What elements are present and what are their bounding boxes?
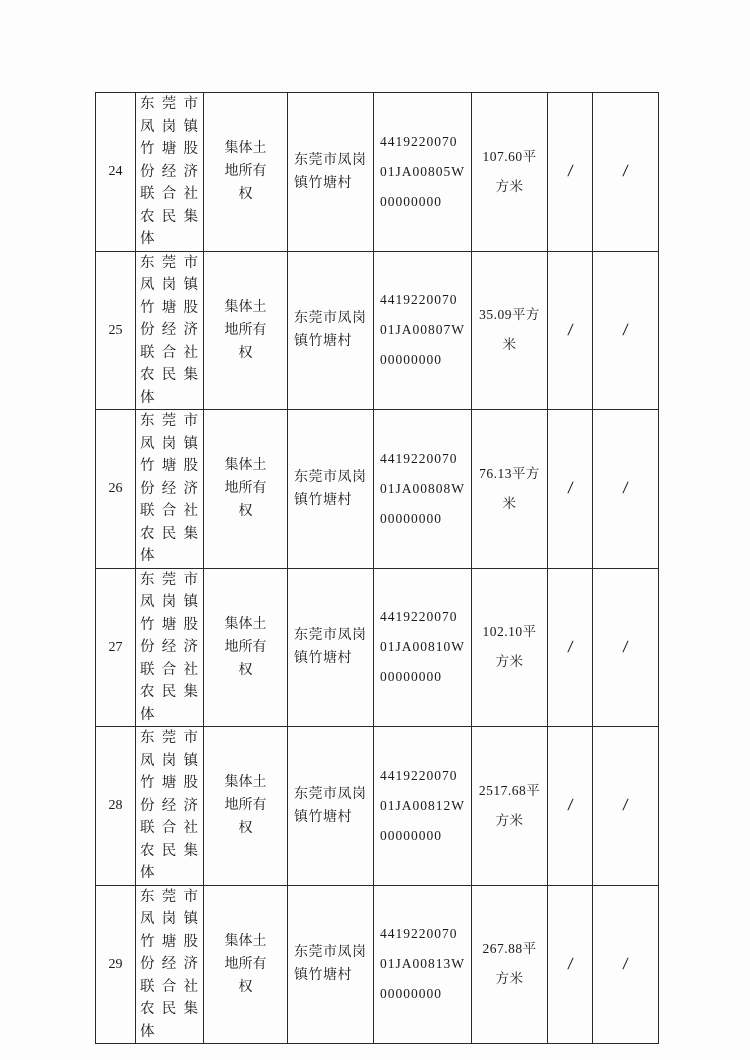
table-row bbox=[96, 410, 659, 569]
location: 东莞市凤岗镇竹塘村 bbox=[294, 944, 367, 984]
right-type: 集体土地所有权 bbox=[224, 457, 267, 520]
right-type: 集体土地所有权 bbox=[224, 932, 267, 995]
table-row bbox=[96, 568, 659, 727]
unit-code: 441922007001JA00805W00000000 bbox=[380, 133, 465, 209]
row-number: 28 bbox=[96, 727, 136, 886]
unit-code: 441922007001JA00807W00000000 bbox=[380, 292, 465, 368]
empty-slash: / bbox=[622, 638, 630, 655]
table-row bbox=[96, 251, 659, 410]
owner-name: 东莞市凤岗镇竹塘股份经济联合社农民集体 bbox=[140, 254, 199, 406]
area: 35.09平方米 bbox=[479, 307, 540, 353]
location: 东莞市凤岗镇竹塘村 bbox=[294, 310, 367, 350]
empty-slash: / bbox=[622, 321, 630, 338]
row-number: 29 bbox=[96, 885, 136, 1044]
row-number: 27 bbox=[96, 568, 136, 727]
area: 107.60平方米 bbox=[482, 148, 537, 194]
land-registry-table bbox=[95, 92, 659, 1044]
row-number: 26 bbox=[96, 410, 136, 569]
table-row bbox=[96, 727, 659, 886]
owner-name: 东莞市凤岗镇竹塘股份经济联合社农民集体 bbox=[140, 413, 199, 564]
empty-slash: / bbox=[622, 480, 630, 497]
empty-slash: / bbox=[566, 321, 574, 338]
empty-slash: / bbox=[566, 955, 574, 972]
right-type: 集体土地所有权 bbox=[224, 774, 267, 837]
empty-slash: / bbox=[622, 163, 630, 180]
table-body bbox=[96, 93, 659, 1044]
owner-name: 东莞市凤岗镇竹塘股份经济联合社农民集体 bbox=[140, 96, 199, 247]
table-row bbox=[96, 885, 659, 1044]
location: 东莞市凤岗镇竹塘村 bbox=[294, 627, 367, 667]
empty-slash: / bbox=[622, 955, 630, 972]
empty-slash: / bbox=[622, 797, 630, 814]
empty-slash: / bbox=[566, 638, 574, 655]
area: 76.13平方米 bbox=[479, 465, 540, 511]
area: 267.88平方米 bbox=[482, 941, 537, 987]
row-number: 25 bbox=[96, 251, 136, 410]
right-type: 集体土地所有权 bbox=[224, 615, 267, 678]
unit-code: 441922007001JA00812W00000000 bbox=[380, 767, 465, 843]
owner-name: 东莞市凤岗镇竹塘股份经济联合社农民集体 bbox=[140, 571, 199, 723]
empty-slash: / bbox=[566, 480, 574, 497]
right-type: 集体土地所有权 bbox=[224, 140, 267, 203]
location: 东莞市凤岗镇竹塘村 bbox=[294, 468, 367, 508]
owner-name: 东莞市凤岗镇竹塘股份经济联合社农民集体 bbox=[140, 730, 199, 881]
right-type: 集体土地所有权 bbox=[224, 298, 267, 361]
empty-slash: / bbox=[566, 163, 574, 180]
area: 2517.68平方米 bbox=[478, 782, 541, 828]
location: 东莞市凤岗镇竹塘村 bbox=[294, 151, 367, 191]
row-number: 24 bbox=[96, 93, 136, 252]
empty-slash: / bbox=[566, 797, 574, 814]
owner-name: 东莞市凤岗镇竹塘股份经济联合社农民集体 bbox=[140, 888, 199, 1040]
location: 东莞市凤岗镇竹塘村 bbox=[294, 785, 367, 825]
unit-code: 441922007001JA00810W00000000 bbox=[380, 609, 465, 685]
table-row bbox=[96, 93, 659, 252]
unit-code: 441922007001JA00813W00000000 bbox=[380, 926, 465, 1002]
area: 102.10平方米 bbox=[482, 624, 537, 670]
unit-code: 441922007001JA00808W00000000 bbox=[380, 450, 465, 526]
